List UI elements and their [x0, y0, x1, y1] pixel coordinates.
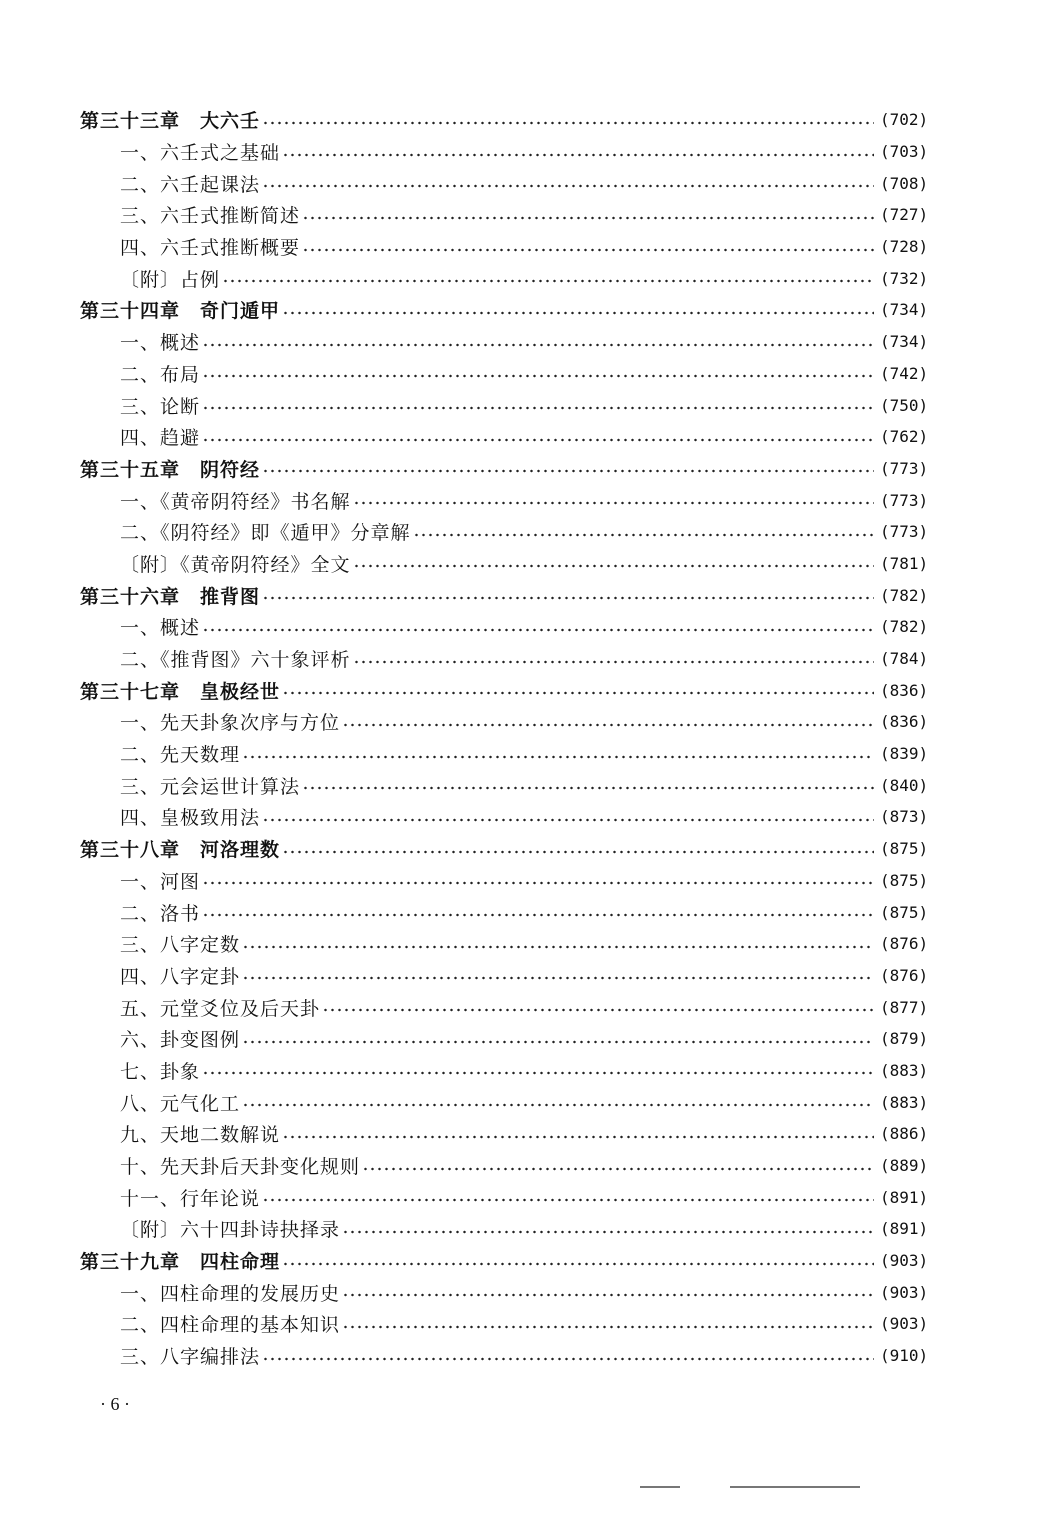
- toc-section-entry: [0, 865, 1059, 897]
- entry-page-number: (702): [880, 110, 929, 130]
- dot-leader: [202, 913, 874, 917]
- entry-page-number: (891): [880, 1187, 929, 1207]
- entry-page-number: (883): [880, 1060, 929, 1080]
- toc-section-entry: [0, 516, 1059, 548]
- dot-leader: [262, 1357, 874, 1361]
- dot-leader: [202, 343, 874, 347]
- dot-leader: [242, 1103, 874, 1107]
- entry-title: 第三十八章 河洛理数: [80, 839, 281, 862]
- entry-page-number: (886): [880, 1124, 929, 1144]
- entry-title: 一、四柱命理的发展历史: [120, 1282, 341, 1305]
- toc-section-entry: [0, 231, 1059, 263]
- dot-leader: [202, 628, 874, 632]
- dot-leader: [262, 1198, 874, 1202]
- entry-page-number: (839): [880, 744, 929, 764]
- toc-section-entry: [0, 1118, 1059, 1150]
- entry-page-number: (836): [880, 680, 929, 700]
- toc-section-entry: [0, 1150, 1059, 1182]
- toc-chapter-entry: [0, 579, 1059, 611]
- entry-page-number: (873): [880, 807, 929, 827]
- toc-section-entry: [0, 262, 1059, 294]
- toc-section-entry: [0, 1308, 1059, 1340]
- toc-section-entry: [0, 1340, 1059, 1372]
- entry-title: 四、八字定卦: [120, 965, 241, 988]
- entry-page-number: (781): [880, 553, 929, 573]
- entry-page-number: (836): [880, 712, 929, 732]
- entry-page-number: (732): [880, 268, 929, 288]
- dot-leader: [242, 976, 874, 980]
- entry-page-number: (903): [880, 1251, 929, 1271]
- dot-leader: [322, 1008, 874, 1012]
- entry-page-number: (703): [880, 142, 929, 162]
- toc-section-entry: [0, 611, 1059, 643]
- entry-title: 第三十三章 大六壬: [80, 110, 261, 133]
- entry-title: 第三十四章 奇门遁甲: [80, 300, 281, 323]
- toc-section-entry: [0, 1023, 1059, 1055]
- dot-leader: [262, 184, 874, 188]
- entry-page-number: (782): [880, 585, 929, 605]
- dot-leader: [413, 533, 874, 537]
- entry-title: 四、皇极致用法: [120, 807, 261, 830]
- entry-title: 三、元会运世计算法: [120, 775, 301, 798]
- dot-leader: [202, 374, 874, 378]
- dot-leader: [342, 723, 874, 727]
- entry-page-number: (773): [880, 522, 929, 542]
- entry-title: 六、卦变图例: [120, 1029, 241, 1052]
- entry-title: 二、《推背图》六十象评析: [120, 649, 351, 672]
- dot-leader: [282, 1262, 874, 1266]
- dot-leader: [222, 279, 874, 283]
- scan-artifact: [730, 1486, 860, 1488]
- entry-title: 一、六壬式之基础: [120, 142, 281, 165]
- toc-chapter-entry: [0, 674, 1059, 706]
- toc-section-entry: [0, 199, 1059, 231]
- toc-section-entry: [0, 326, 1059, 358]
- entry-page-number: (734): [880, 300, 929, 320]
- entry-title: 〔附〕《黄帝阴符经》全文: [120, 553, 351, 576]
- dot-leader: [262, 121, 874, 125]
- toc-section-entry: [0, 484, 1059, 516]
- dot-leader: [282, 153, 874, 157]
- entry-title: 三、论断: [120, 395, 201, 418]
- entry-page-number: (727): [880, 205, 929, 225]
- entry-title: 五、元堂爻位及后天卦: [120, 997, 321, 1020]
- entry-page-number: (762): [880, 427, 929, 447]
- toc-section-entry: [0, 896, 1059, 928]
- entry-title: 一、河图: [120, 870, 201, 893]
- entry-page-number: (782): [880, 617, 929, 637]
- entry-page-number: (734): [880, 332, 929, 352]
- entry-page-number: (891): [880, 1219, 929, 1239]
- entry-title: 二、洛书: [120, 902, 201, 925]
- entry-title: 一、概述: [120, 617, 201, 640]
- toc-section-entry: [0, 928, 1059, 960]
- entry-page-number: (750): [880, 395, 929, 415]
- dot-leader: [202, 1071, 874, 1075]
- entry-page-number: (903): [880, 1282, 929, 1302]
- toc-chapter-entry: [0, 294, 1059, 326]
- entry-page-number: (877): [880, 997, 929, 1017]
- page-number: · 6 ·: [100, 1394, 130, 1414]
- dot-leader: [302, 786, 874, 790]
- dot-leader: [282, 850, 874, 854]
- toc-section-entry: [0, 643, 1059, 675]
- entry-title: 八、元气化工: [120, 1092, 241, 1115]
- entry-title: 〔附〕占例: [120, 268, 221, 291]
- toc-section-entry: [0, 769, 1059, 801]
- toc-section-entry: [0, 1055, 1059, 1087]
- dot-leader: [353, 564, 874, 568]
- entry-title: 第三十六章 推背图: [80, 585, 261, 608]
- dot-leader: [342, 1230, 874, 1234]
- toc-section-entry: [0, 801, 1059, 833]
- toc-section-entry: [0, 1181, 1059, 1213]
- entry-title: 〔附〕六十四卦诗抉择录: [120, 1219, 341, 1242]
- entry-page-number: (840): [880, 775, 929, 795]
- entry-title: 第三十七章 皇极经世: [80, 680, 281, 703]
- entry-page-number: (728): [880, 237, 929, 257]
- dot-leader: [282, 691, 874, 695]
- dot-leader: [242, 755, 874, 759]
- entry-title: 九、天地二数解说: [120, 1124, 281, 1147]
- entry-title: 二、《阴符经》即《遁甲》分章解: [120, 522, 411, 545]
- dot-leader: [202, 406, 874, 410]
- entry-title: 十、先天卦后天卦变化规则: [120, 1156, 361, 1179]
- toc-section-entry: [0, 136, 1059, 168]
- dot-leader: [362, 1167, 874, 1171]
- dot-leader: [202, 881, 874, 885]
- toc-chapter-entry: [0, 453, 1059, 485]
- table-of-contents: [0, 104, 1059, 1372]
- entry-title: 二、先天数理: [120, 744, 241, 767]
- entry-page-number: (875): [880, 839, 929, 859]
- dot-leader: [242, 945, 874, 949]
- entry-title: 二、布局: [120, 363, 201, 386]
- entry-title: 第三十九章 四柱命理: [80, 1251, 281, 1274]
- entry-page-number: (879): [880, 1029, 929, 1049]
- entry-title: 二、六壬起课法: [120, 173, 261, 196]
- dot-leader: [282, 1135, 874, 1139]
- toc-section-entry: [0, 1213, 1059, 1245]
- entry-page-number: (889): [880, 1156, 929, 1176]
- dot-leader: [353, 660, 874, 664]
- entry-title: 一、《黄帝阴符经》书名解: [120, 490, 351, 513]
- toc-chapter-entry: [0, 1245, 1059, 1277]
- dot-leader: [262, 818, 874, 822]
- toc-section-entry: [0, 706, 1059, 738]
- toc-chapter-entry: [0, 833, 1059, 865]
- toc-section-entry: [0, 1086, 1059, 1118]
- entry-title: 七、卦象: [120, 1060, 201, 1083]
- dot-leader: [302, 216, 874, 220]
- toc-section-entry: [0, 738, 1059, 770]
- entry-page-number: (875): [880, 870, 929, 890]
- dot-leader: [302, 248, 874, 252]
- toc-section-entry: [0, 389, 1059, 421]
- toc-section-entry: [0, 960, 1059, 992]
- dot-leader: [202, 438, 874, 442]
- entry-page-number: (773): [880, 458, 929, 478]
- entry-title: 三、六壬式推断简述: [120, 205, 301, 228]
- dot-leader: [242, 1040, 874, 1044]
- entry-title: 一、概述: [120, 332, 201, 355]
- entry-title: 三、八字定数: [120, 934, 241, 957]
- entry-title: 十一、行年论说: [120, 1187, 261, 1210]
- dot-leader: [342, 1293, 874, 1297]
- entry-title: 四、趋避: [120, 427, 201, 450]
- toc-section-entry: [0, 358, 1059, 390]
- entry-page-number: (773): [880, 490, 929, 510]
- toc-section-entry: [0, 991, 1059, 1023]
- dot-leader: [282, 311, 874, 315]
- entry-title: 第三十五章 阴符经: [80, 458, 261, 481]
- scan-artifact: [640, 1486, 680, 1488]
- entry-page-number: (883): [880, 1092, 929, 1112]
- dot-leader: [262, 596, 874, 600]
- toc-section-entry: [0, 1276, 1059, 1308]
- entry-page-number: (876): [880, 965, 929, 985]
- entry-page-number: (784): [880, 649, 929, 669]
- entry-page-number: (876): [880, 934, 929, 954]
- entry-title: 四、六壬式推断概要: [120, 237, 301, 260]
- entry-page-number: (742): [880, 363, 929, 383]
- toc-chapter-entry: [0, 104, 1059, 136]
- entry-page-number: (903): [880, 1314, 929, 1334]
- toc-section-entry: [0, 548, 1059, 580]
- dot-leader: [262, 469, 874, 473]
- entry-page-number: (875): [880, 902, 929, 922]
- dot-leader: [353, 501, 874, 505]
- dot-leader: [342, 1325, 874, 1329]
- entry-page-number: (708): [880, 173, 929, 193]
- entry-title: 一、先天卦象次序与方位: [120, 712, 341, 735]
- entry-title: 三、八字编排法: [120, 1346, 261, 1369]
- entry-page-number: (910): [880, 1346, 929, 1366]
- toc-section-entry: [0, 421, 1059, 453]
- toc-section-entry: [0, 167, 1059, 199]
- entry-title: 二、四柱命理的基本知识: [120, 1314, 341, 1337]
